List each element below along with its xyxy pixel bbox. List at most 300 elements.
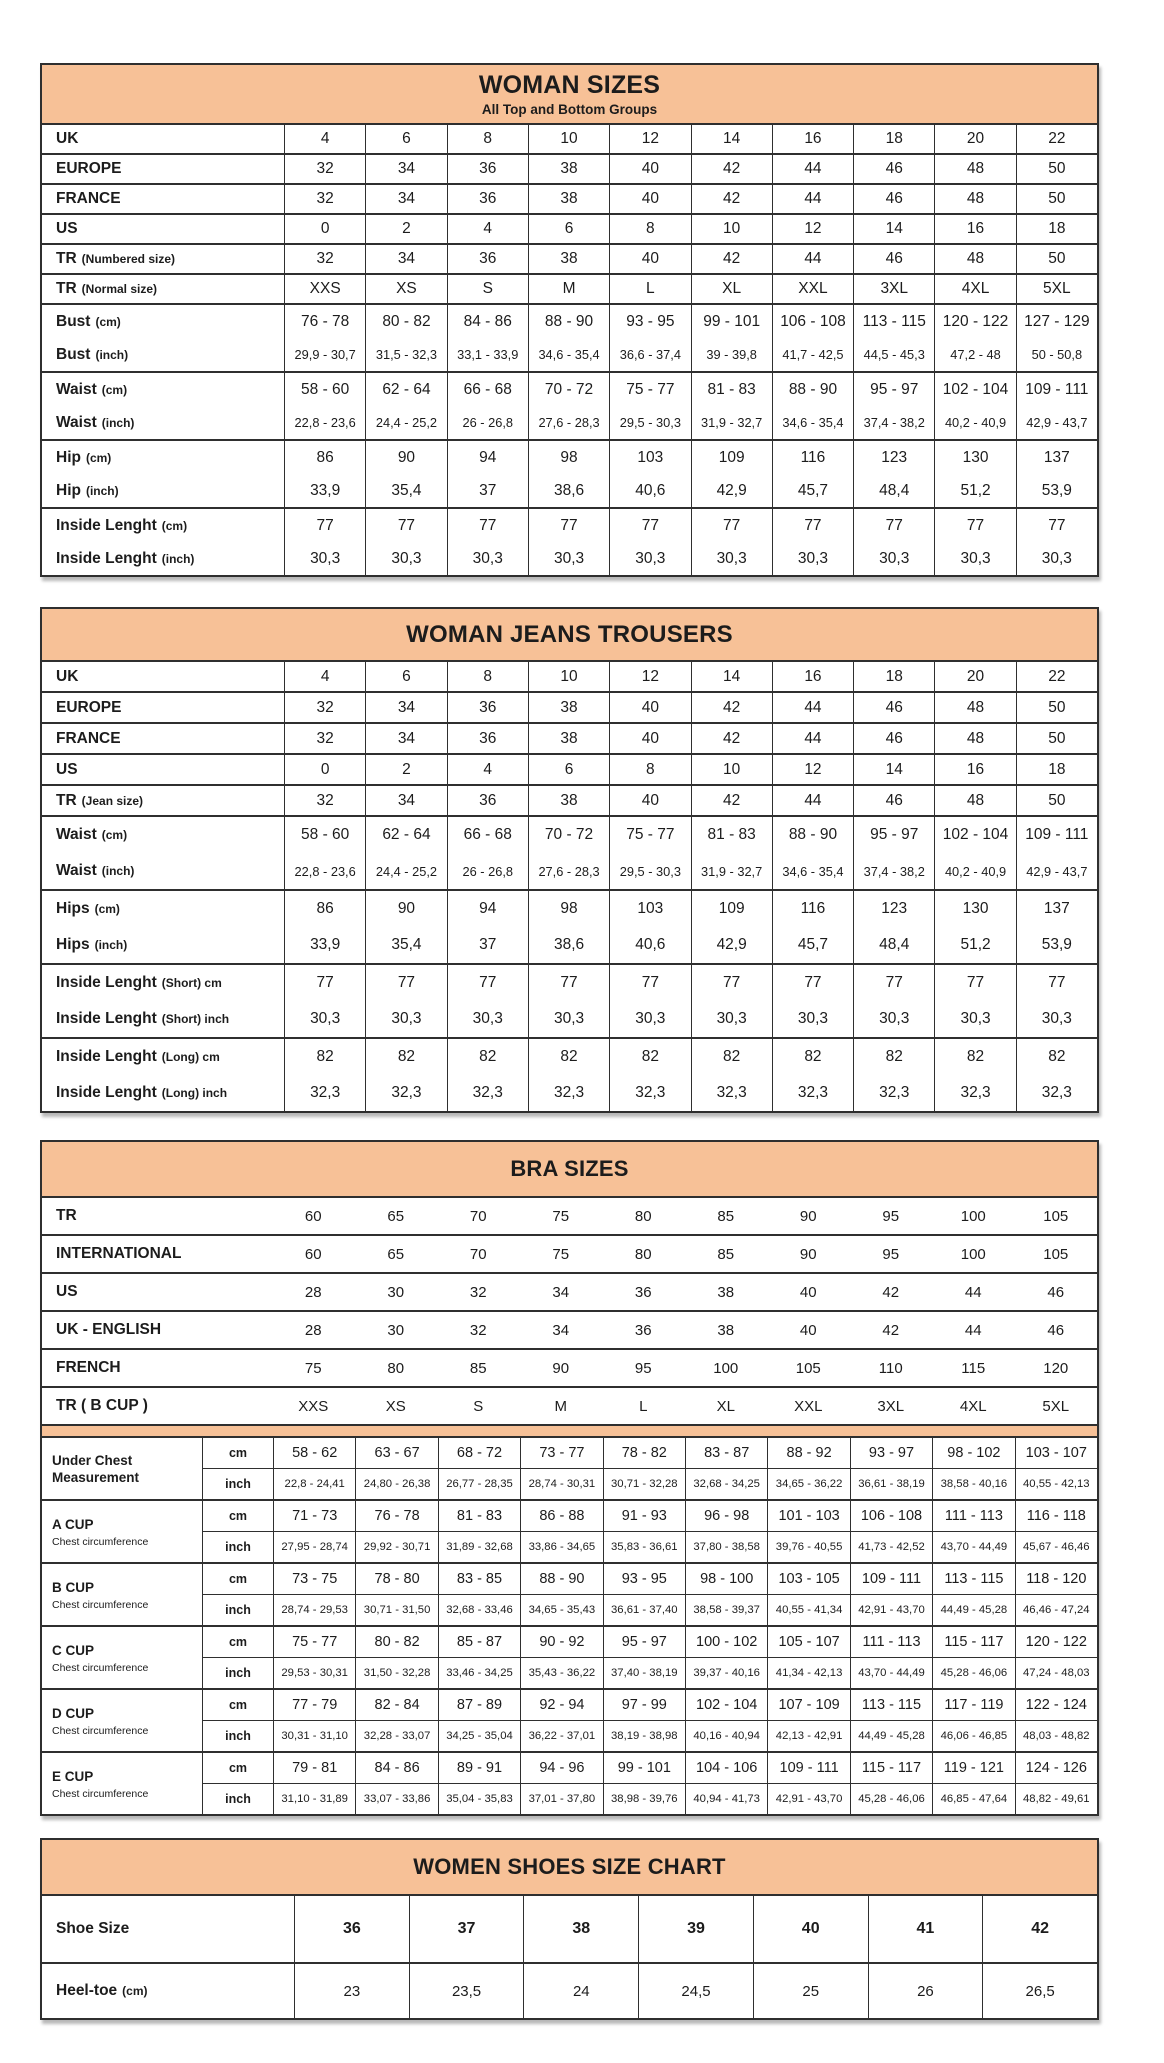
size-cell: 38 — [717, 1283, 735, 1301]
size-cell: 37 — [447, 927, 528, 963]
row-label — [42, 1359, 272, 1377]
size-cell: 42,91 - 43,70 — [850, 1595, 932, 1625]
row-label — [42, 280, 284, 298]
size-cell: 36 — [447, 185, 528, 213]
size-cell: 26 — [868, 1964, 983, 2018]
size-cell: 31,89 - 32,68 — [438, 1532, 520, 1562]
size-cell: 31,50 - 32,28 — [355, 1658, 437, 1688]
size-cell: 92 - 94 — [520, 1690, 602, 1720]
size-cell: 42,13 - 42,91 — [767, 1721, 849, 1751]
size-cell: 34 — [365, 786, 446, 815]
cup-rows — [202, 1438, 1097, 1499]
size-cell: 48,4 — [853, 474, 934, 507]
row-group — [42, 371, 1097, 439]
size-cell: 33,1 - 33,9 — [447, 338, 528, 371]
size-cell: 32,3 — [1016, 1075, 1097, 1111]
table-row — [203, 1501, 1097, 1531]
size-cell: 42,9 - 43,7 — [1016, 853, 1097, 889]
row-label-text: Hip — [56, 448, 81, 466]
size-cell: 116 - 118 — [1015, 1501, 1097, 1531]
size-cell: 84 - 86 — [447, 305, 528, 338]
size-cell: 50 — [1016, 155, 1097, 183]
size-cell: 50 — [1016, 786, 1097, 815]
size-cell: 109 — [691, 891, 772, 927]
size-cell: 32,3 — [772, 1075, 853, 1111]
row-label — [42, 936, 284, 954]
size-cell: 103 — [609, 891, 690, 927]
table-row — [42, 1001, 1097, 1037]
row-group — [42, 1962, 1097, 2018]
size-cell: 75 — [552, 1245, 570, 1263]
row-label — [42, 381, 284, 399]
size-cell: 40,16 - 40,94 — [685, 1721, 767, 1751]
row-label-text: FRENCH — [56, 1359, 121, 1376]
size-cell: 105 — [795, 1359, 821, 1377]
table-row — [42, 1312, 1097, 1348]
size-cell: 33,9 — [284, 927, 365, 963]
size-cell: 46 — [853, 786, 934, 815]
size-cell: 94 - 96 — [520, 1753, 602, 1783]
size-cell: 77 — [853, 965, 934, 1001]
size-cell: 79 - 81 — [273, 1753, 355, 1783]
size-cell: 82 — [284, 1039, 365, 1075]
size-cell: 14 — [691, 125, 772, 153]
size-cell: 38,6 — [528, 474, 609, 507]
table-row — [42, 693, 1097, 722]
row-label — [42, 668, 284, 686]
size-cell: 118 - 120 — [1015, 1564, 1097, 1594]
row-label — [42, 1048, 284, 1066]
size-cell: 16 — [934, 215, 1015, 243]
row-label-text: UK - ENGLISH — [56, 1321, 162, 1338]
size-cell: 30,3 — [1016, 1001, 1097, 1037]
size-cell: 33,86 - 34,65 — [520, 1532, 602, 1562]
cup-rows — [202, 1564, 1097, 1625]
row-label-text: Hips — [56, 900, 90, 917]
size-cell: 0 — [284, 755, 365, 784]
size-cell: 29,5 - 30,3 — [609, 406, 690, 439]
size-cell: 48 — [934, 724, 1015, 753]
size-cell: 53,9 — [1016, 474, 1097, 507]
table-row — [42, 786, 1097, 815]
size-cell: 113 - 115 — [853, 305, 934, 338]
size-cell: 95 — [882, 1245, 900, 1263]
size-cell: 82 — [691, 1039, 772, 1075]
table-row — [42, 406, 1097, 439]
size-cell: 3XL — [877, 1397, 905, 1415]
size-cell: 88 - 90 — [528, 305, 609, 338]
row-label — [42, 346, 284, 364]
woman-sizes-body — [42, 125, 1097, 575]
size-cell: 120 — [1043, 1359, 1069, 1377]
size-cell: XS — [365, 275, 446, 303]
size-cell: 77 — [609, 965, 690, 1001]
size-cell: 98 — [528, 441, 609, 474]
size-cell: 115 — [961, 1359, 986, 1377]
size-cell: 44,49 - 45,28 — [850, 1721, 932, 1751]
size-cell: 34 — [552, 1321, 570, 1339]
size-cell: 90 — [552, 1359, 570, 1377]
size-cell: 77 — [609, 509, 690, 542]
row-group — [42, 784, 1097, 815]
row-label-note: (inch) — [94, 938, 128, 952]
size-cell: 30,3 — [609, 542, 690, 575]
row-label — [42, 414, 284, 432]
size-cell: 103 - 105 — [767, 1564, 849, 1594]
size-cell: 38 — [523, 1896, 638, 1962]
size-cell: 77 — [365, 509, 446, 542]
size-cell: 39 - 39,8 — [691, 338, 772, 371]
size-cell: 137 — [1016, 441, 1097, 474]
size-cell: 77 — [528, 965, 609, 1001]
size-cell: 77 — [853, 509, 934, 542]
size-cell: 40 — [609, 185, 690, 213]
unit-cell-cm: cm — [228, 1509, 248, 1523]
size-cell: 38 — [528, 724, 609, 753]
size-cell: 50 - 50,8 — [1016, 338, 1097, 371]
size-cell: 48,82 - 49,61 — [1015, 1784, 1097, 1814]
table-row — [42, 817, 1097, 853]
table-row — [42, 1075, 1097, 1111]
size-cell: 10 — [528, 125, 609, 153]
size-cell: 88 - 90 — [772, 373, 853, 406]
cup-group — [42, 1625, 1097, 1688]
size-cell: 82 — [853, 1039, 934, 1075]
table-row — [203, 1690, 1097, 1720]
size-cell: 24,4 - 25,2 — [365, 406, 446, 439]
size-cell: 35,43 - 36,22 — [520, 1658, 602, 1688]
size-cell: 31,5 - 32,3 — [365, 338, 446, 371]
row-label-text: Inside Lenght — [56, 1084, 157, 1101]
size-cell: 94 — [447, 441, 528, 474]
size-cell: 32,68 - 33,46 — [438, 1595, 520, 1625]
size-cell: 41,34 - 42,13 — [767, 1658, 849, 1688]
row-label — [42, 220, 284, 238]
table-row — [42, 1350, 1097, 1386]
size-cell: 115 - 117 — [932, 1627, 1014, 1657]
size-cell: 46 — [1047, 1321, 1065, 1339]
size-cell: 30,71 - 31,50 — [355, 1595, 437, 1625]
bra-cup-section — [42, 1438, 1097, 1814]
size-cell: 30,3 — [934, 542, 1015, 575]
woman-sizes-table — [40, 63, 1099, 577]
size-cell: 22,8 - 23,6 — [284, 406, 365, 439]
row-label — [42, 1207, 272, 1225]
size-cell: 32 — [284, 155, 365, 183]
unit-cell-inch: inch — [225, 1792, 251, 1806]
size-cell: 37 — [409, 1896, 524, 1962]
size-cell: 0 — [284, 215, 365, 243]
size-cell: 41 — [868, 1896, 983, 1962]
size-cell: 42 — [982, 1896, 1097, 1962]
size-cell: 38 — [528, 245, 609, 273]
size-cell: 90 — [365, 441, 446, 474]
size-cell: 45,7 — [772, 927, 853, 963]
size-cell: 58 - 62 — [273, 1438, 355, 1468]
row-label-text: US — [56, 220, 78, 237]
size-cell: 100 — [713, 1359, 739, 1377]
size-cell: 48,03 - 48,82 — [1015, 1721, 1097, 1751]
size-cell: 105 — [1043, 1207, 1069, 1225]
size-cell: 30,3 — [1016, 542, 1097, 575]
row-label-note: (cm) — [161, 518, 188, 533]
size-cell: 31,9 - 32,7 — [691, 853, 772, 889]
row-label — [42, 550, 284, 568]
size-cell: 32,28 - 33,07 — [355, 1721, 437, 1751]
size-cell: 123 — [853, 441, 934, 474]
size-cell: XXS — [298, 1397, 329, 1415]
size-cell: 32 — [284, 724, 365, 753]
size-cell: 40,55 - 41,34 — [767, 1595, 849, 1625]
table-row — [42, 1039, 1097, 1075]
size-cell: 77 — [772, 965, 853, 1001]
size-cell: 29,5 - 30,3 — [609, 853, 690, 889]
size-cell: 45,28 - 46,06 — [932, 1658, 1014, 1688]
size-cell: 53,9 — [1016, 927, 1097, 963]
size-cell: 106 - 108 — [772, 305, 853, 338]
size-cell: 77 — [1016, 509, 1097, 542]
row-label-note: (Long) cm — [161, 1050, 220, 1064]
size-cell: 12 — [772, 215, 853, 243]
size-cell: 10 — [528, 662, 609, 691]
row-label-text: Shoe Size — [56, 1920, 130, 1937]
size-cell: 77 - 79 — [273, 1690, 355, 1720]
size-cell: 5XL — [1016, 275, 1097, 303]
row-label — [42, 160, 284, 178]
size-cell: 113 - 115 — [850, 1690, 932, 1720]
table-row — [203, 1594, 1097, 1625]
size-cell: 10 — [691, 215, 772, 243]
size-cell: 117 - 119 — [932, 1690, 1014, 1720]
size-cell: 30,3 — [284, 1001, 365, 1037]
shoes-title: WOMEN SHOES SIZE CHART — [413, 1854, 726, 1879]
row-label-text: EUROPE — [56, 160, 122, 177]
row-label-text: Waist — [56, 862, 97, 879]
size-cell: 77 — [1016, 965, 1097, 1001]
row-group — [42, 439, 1097, 507]
size-cell: 30,3 — [853, 1001, 934, 1037]
row-label-text: TR — [56, 1207, 77, 1224]
size-cell: 73 - 77 — [520, 1438, 602, 1468]
size-cell: 30,3 — [365, 542, 446, 575]
unit-cell-cm: cm — [228, 1761, 248, 1775]
row-label-note: (inch) — [95, 347, 129, 362]
size-cell: 96 - 98 — [685, 1501, 767, 1531]
table-row — [42, 1236, 1097, 1272]
size-cell: 48 — [934, 185, 1015, 213]
size-cell: 38 — [528, 155, 609, 183]
size-cell: 48 — [934, 693, 1015, 722]
size-cell: 32,3 — [609, 1075, 690, 1111]
size-cell: 4 — [284, 662, 365, 691]
size-cell: 95 - 97 — [853, 817, 934, 853]
cup-rows — [202, 1753, 1097, 1814]
size-cell: 43,70 - 44,49 — [932, 1532, 1014, 1562]
size-cell: 82 — [934, 1039, 1015, 1075]
size-cell: XL — [691, 275, 772, 303]
cup-group — [42, 1688, 1097, 1751]
size-cell: 37,4 - 38,2 — [853, 406, 934, 439]
size-cell: 48 — [934, 786, 1015, 815]
size-cell: 42,9 — [691, 927, 772, 963]
row-label — [42, 1321, 272, 1339]
size-cell: 77 — [365, 965, 446, 1001]
size-cell: 50 — [1016, 693, 1097, 722]
size-cell: 38,58 - 40,16 — [932, 1469, 1014, 1499]
size-cell: 46,06 - 46,85 — [932, 1721, 1014, 1751]
unit-cell-inch: inch — [225, 1666, 251, 1680]
size-cell: 45,67 - 46,46 — [1015, 1532, 1097, 1562]
size-cell: 46 — [853, 185, 934, 213]
size-cell: 35,04 - 35,83 — [438, 1784, 520, 1814]
size-cell: 44 — [772, 693, 853, 722]
row-group — [42, 815, 1097, 889]
size-cell: 41,7 - 42,5 — [772, 338, 853, 371]
size-cell: 90 — [799, 1207, 817, 1225]
size-cell: 36,22 - 37,01 — [520, 1721, 602, 1751]
size-cell: 32 — [284, 786, 365, 815]
size-cell: 97 - 99 — [603, 1690, 685, 1720]
table-row — [203, 1564, 1097, 1594]
table-row — [203, 1468, 1097, 1499]
size-cell: 85 — [469, 1359, 487, 1377]
size-cell: 27,95 - 28,74 — [273, 1532, 355, 1562]
row-label-note: (cm) — [101, 828, 128, 842]
size-cell: 75 - 77 — [273, 1627, 355, 1657]
size-cell: 34,6 - 35,4 — [772, 406, 853, 439]
row-group — [42, 1037, 1097, 1111]
row-group — [42, 691, 1097, 722]
size-cell: 77 — [934, 509, 1015, 542]
size-cell: 36 — [447, 245, 528, 273]
size-cell: 66 - 68 — [447, 373, 528, 406]
size-cell: 42,9 — [691, 474, 772, 507]
row-label — [42, 1982, 294, 2000]
size-cell: 39,76 - 40,55 — [767, 1532, 849, 1562]
size-cell: 34 — [365, 155, 446, 183]
size-cell: 32 — [284, 245, 365, 273]
size-cell: 130 — [934, 441, 1015, 474]
size-cell: 100 - 102 — [685, 1627, 767, 1657]
size-cell: 22,8 - 23,6 — [284, 853, 365, 889]
size-cell: 37,4 - 38,2 — [853, 853, 934, 889]
size-cell: 122 - 124 — [1015, 1690, 1097, 1720]
jeans-body — [42, 662, 1097, 1111]
size-cell: 38 — [528, 185, 609, 213]
size-cell: 32,3 — [528, 1075, 609, 1111]
table-row — [42, 853, 1097, 889]
row-group — [42, 1272, 1097, 1310]
size-cell: 84 - 86 — [355, 1753, 437, 1783]
size-cell: 39 — [638, 1896, 753, 1962]
size-cell: 42 — [691, 185, 772, 213]
size-cell: 40,6 — [609, 474, 690, 507]
table-row — [203, 1531, 1097, 1562]
size-cell: 4 — [447, 755, 528, 784]
size-cell: 44 — [964, 1321, 982, 1339]
size-cell: 51,2 — [934, 927, 1015, 963]
size-cell: 27,6 - 28,3 — [528, 406, 609, 439]
cup-subtitle: Chest circumference — [52, 1535, 149, 1548]
size-cell: 120 - 122 — [1015, 1627, 1097, 1657]
size-cell: 137 — [1016, 891, 1097, 927]
row-label-text: FRANCE — [56, 729, 121, 747]
cup-name: D CUP — [52, 1706, 95, 1722]
size-cell: 32,3 — [447, 1075, 528, 1111]
size-cell: 60 — [304, 1245, 322, 1263]
size-cell: 36,61 - 38,19 — [850, 1469, 932, 1499]
row-label-text: UK — [56, 130, 79, 147]
size-cell: 44 — [772, 724, 853, 753]
size-cell: 40 — [609, 724, 690, 753]
size-cell: 40 — [609, 155, 690, 183]
size-cell: 34,6 - 35,4 — [772, 853, 853, 889]
row-label-text: Heel-toe — [56, 1982, 118, 1999]
size-cell: 34,65 - 35,43 — [520, 1595, 602, 1625]
size-cell: 38 — [528, 693, 609, 722]
cup-name: B CUP — [52, 1580, 95, 1596]
size-cell: 65 — [387, 1245, 405, 1263]
row-label-note: (Jean size) — [81, 793, 144, 808]
size-cell: L — [609, 275, 690, 303]
size-cell: XXL — [772, 275, 853, 303]
row-label-note: (Short) cm — [161, 976, 222, 990]
size-cell: 91 - 93 — [603, 1501, 685, 1531]
row-label — [42, 1397, 272, 1415]
size-cell: 88 - 90 — [520, 1564, 602, 1594]
row-label-text: TR — [56, 250, 77, 267]
row-group — [42, 1896, 1097, 1962]
row-label-note: (inch) — [85, 483, 119, 498]
size-cell: 42 — [691, 724, 772, 753]
size-cell: 63 - 67 — [355, 1438, 437, 1468]
size-cell: 32,3 — [691, 1075, 772, 1111]
size-cell: 14 — [691, 662, 772, 691]
row-label — [42, 517, 284, 535]
size-cell: 4XL — [934, 275, 1015, 303]
row-label-note: (Short) inch — [161, 1012, 230, 1026]
row-label-note: (Normal size) — [81, 282, 158, 296]
size-cell: 70 — [469, 1207, 487, 1225]
size-cell: 77 — [447, 509, 528, 542]
table-row — [42, 965, 1097, 1001]
size-cell: 100 — [960, 1245, 986, 1263]
row-label — [42, 1010, 284, 1028]
row-group — [42, 1386, 1097, 1424]
size-cell: 51,2 — [934, 474, 1015, 507]
size-cell: 68 - 72 — [438, 1438, 520, 1468]
size-cell: 95 - 97 — [853, 373, 934, 406]
size-cell: 32,3 — [284, 1075, 365, 1111]
size-cell: 36 — [447, 693, 528, 722]
size-cell: 2 — [365, 755, 446, 784]
row-label-text: TR — [56, 280, 77, 297]
unit-cell-cm: cm — [228, 1635, 248, 1649]
size-cell: 40,94 - 41,73 — [685, 1784, 767, 1814]
table-row — [42, 1964, 1097, 2018]
table-row — [42, 927, 1097, 963]
size-cell: 77 — [528, 509, 609, 542]
size-cell: 30,3 — [853, 542, 934, 575]
size-cell: 98 - 100 — [685, 1564, 767, 1594]
row-label — [42, 190, 284, 208]
size-cell: 86 — [284, 891, 365, 927]
size-cell: 44 — [964, 1283, 982, 1301]
jeans-title: WOMAN JEANS TROUSERS — [406, 620, 733, 648]
size-cell: 36 — [447, 724, 528, 753]
row-group — [42, 753, 1097, 784]
size-cell: M — [528, 275, 609, 303]
